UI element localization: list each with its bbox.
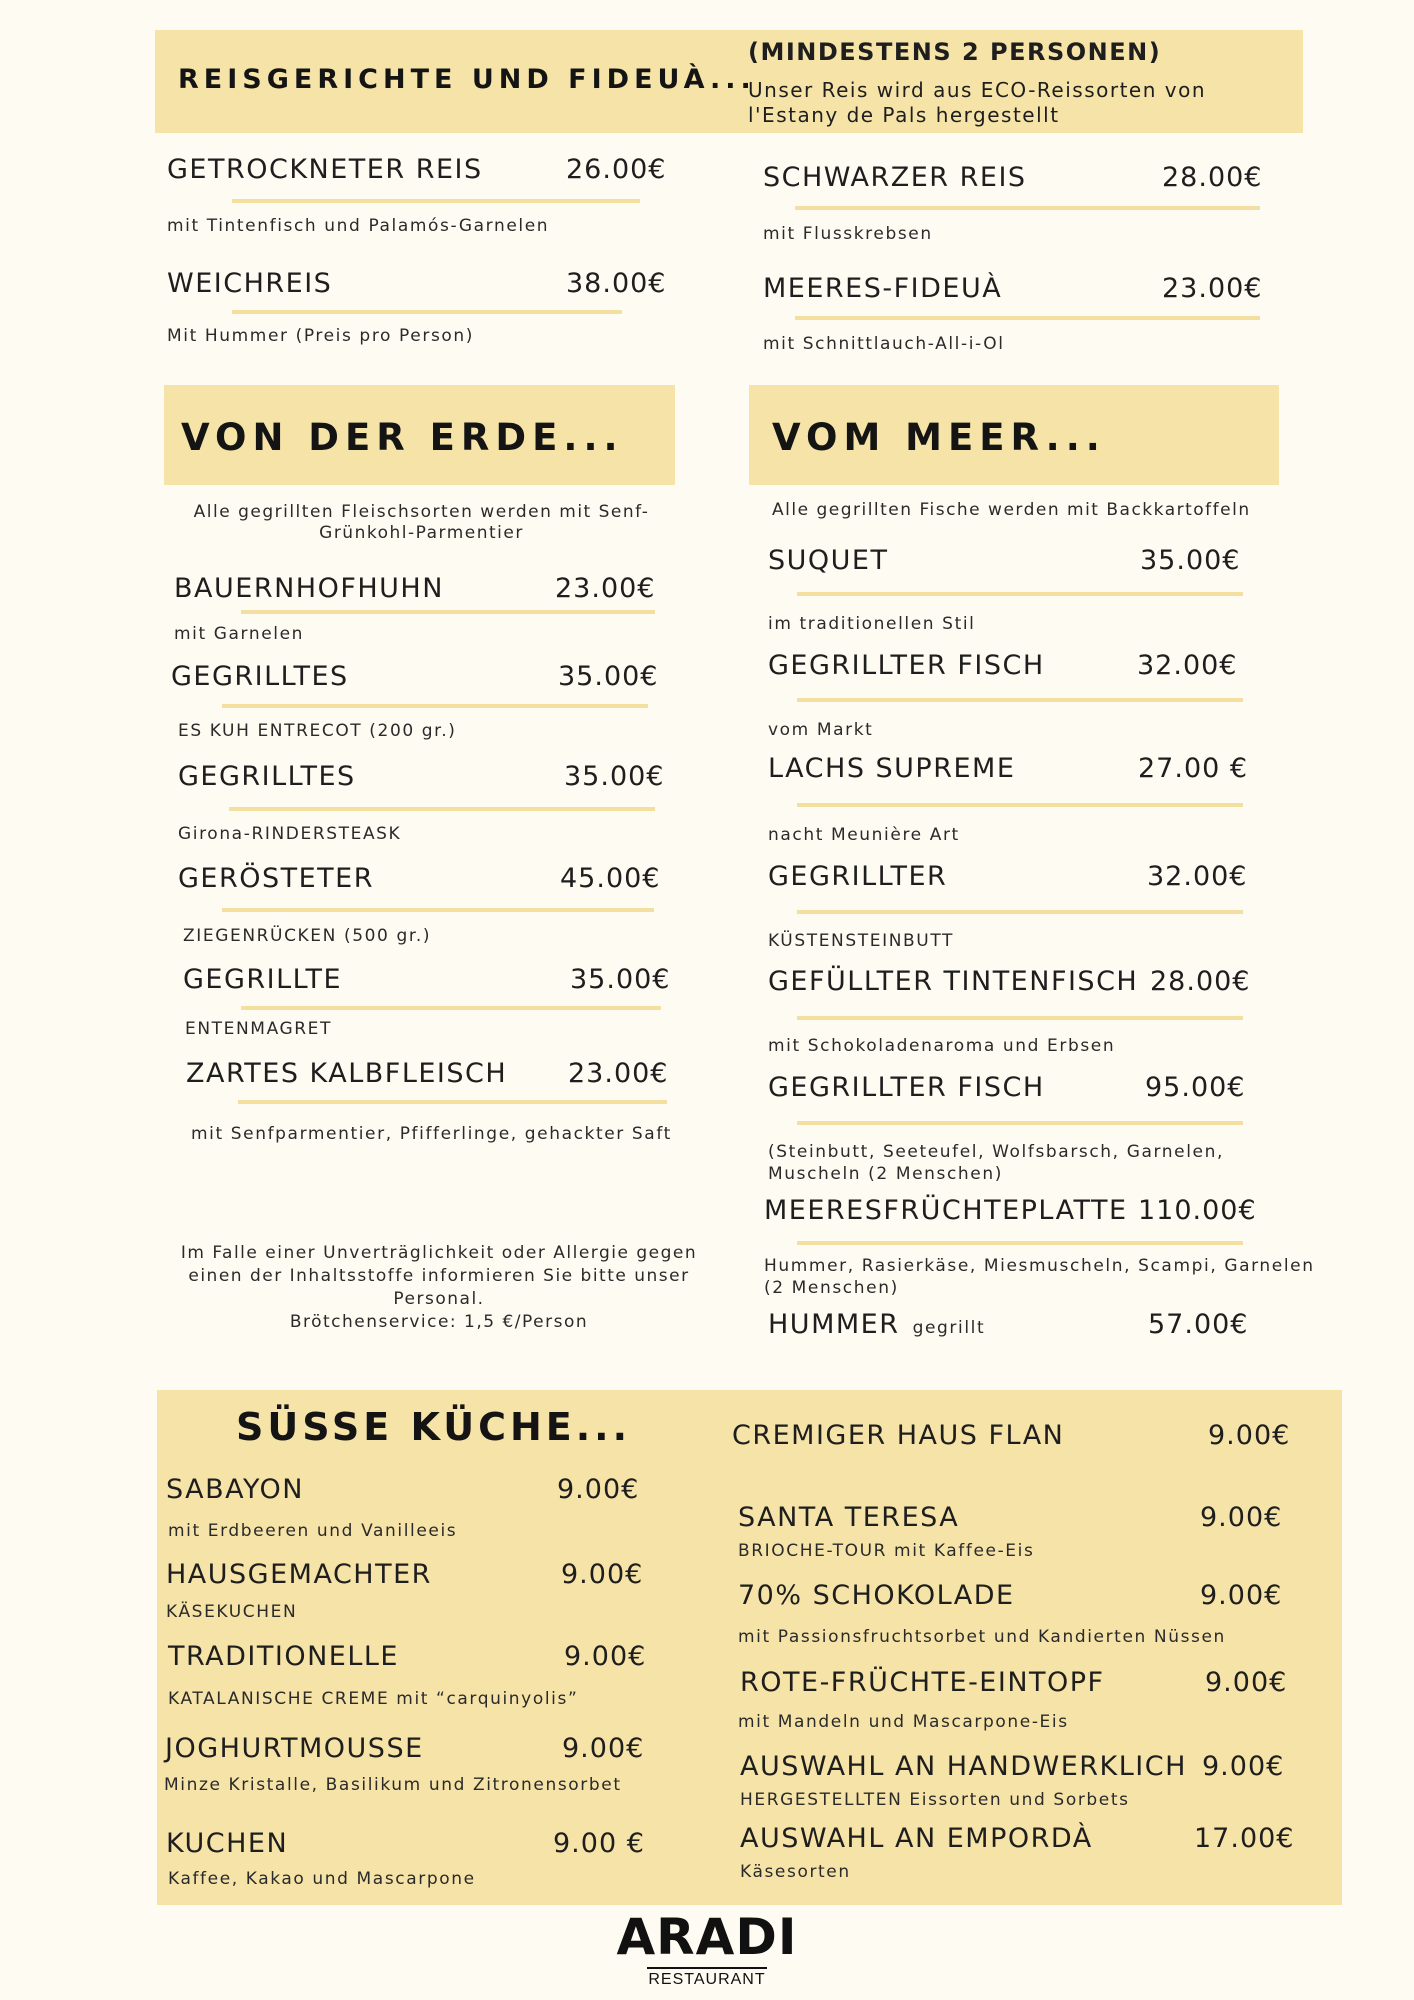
menu-item-name: MEERESFRÜCHTEPLATTE bbox=[764, 1195, 1128, 1226]
menu-item-price: 110.00€ bbox=[1138, 1195, 1257, 1226]
menu-item-desc: mit Passionsfruchtsorbet und Kandierten Nüssen bbox=[738, 1627, 1226, 1647]
menu-item-name: ZARTES KALBFLEISCH bbox=[186, 1058, 508, 1089]
menu-item-name: WEICHREIS bbox=[167, 268, 333, 299]
menu-item-desc: mit Senfparmentier, Pfifferlinge, gehackter Saft bbox=[191, 1124, 672, 1144]
menu-item-row-hummer bbox=[768, 1309, 985, 1340]
menu-item-desc: ES KUH ENTRECOT (200 gr.) bbox=[178, 721, 457, 741]
menu-item-desc: mit Mandeln und Mascarpone-Eis bbox=[738, 1712, 1069, 1732]
menu-item-name: SUQUET bbox=[768, 545, 889, 576]
menu-item-desc: mit Schnittlauch-All-i-Ol bbox=[763, 334, 1005, 354]
rice-eco-note-line1: Unser Reis wird aus ECO-Reissorten von bbox=[748, 78, 1207, 102]
menu-item-name: TRADITIONELLE bbox=[168, 1641, 399, 1672]
menu-item-desc: KÜSTENSTEINBUTT bbox=[768, 931, 954, 951]
menu-item-price: 23.00€ bbox=[568, 1058, 669, 1089]
menu-item-desc: ZIEGENRÜCKEN (500 gr.) bbox=[183, 926, 432, 946]
divider bbox=[797, 910, 1243, 914]
restaurant-logo bbox=[607, 1910, 807, 1989]
sea-section-title: VOM MEER... bbox=[772, 416, 1106, 459]
menu-item-name: GETROCKNETER REIS bbox=[167, 154, 483, 185]
allergy-notice bbox=[168, 1242, 710, 1334]
menu-item-desc: KÄSEKUCHEN bbox=[166, 1602, 298, 1622]
menu-item-price: 26.00€ bbox=[566, 154, 667, 185]
menu-item-name: KUCHEN bbox=[166, 1828, 289, 1859]
divider bbox=[241, 1006, 661, 1010]
menu-item-price: 9.00€ bbox=[1200, 1580, 1283, 1611]
earth-intro-line1: Alle gegrillten Fleischsorten werden mit Senf- bbox=[193, 502, 650, 522]
menu-item-name: GEGRILLTES bbox=[171, 661, 349, 692]
menu-item-desc: gegrillt bbox=[912, 1318, 986, 1338]
menu-item-name: GERÖSTETER bbox=[178, 863, 374, 894]
menu-item-name: SCHWARZER REIS bbox=[763, 162, 1027, 193]
menu-item-price: 28.00€ bbox=[1162, 162, 1263, 193]
rice-minimum-note: (MINDESTENS 2 PERSONEN) bbox=[748, 38, 1162, 66]
menu-item-name: GEGRILLTER bbox=[768, 861, 948, 892]
menu-item-desc: HERGESTELLTEN Eissorten und Sorbets bbox=[740, 1790, 1130, 1810]
divider bbox=[232, 199, 640, 203]
divider bbox=[797, 1241, 1243, 1245]
menu-item-desc: Minze Kristalle, Basilikum und Zitronensorbet bbox=[164, 1775, 622, 1795]
menu-item-name: SANTA TERESA bbox=[738, 1502, 960, 1533]
earth-section-title: VON DER ERDE... bbox=[181, 416, 624, 459]
divider bbox=[238, 1100, 667, 1104]
menu-item-price: 9.00€ bbox=[561, 1559, 644, 1590]
menu-item-price: 27.00 € bbox=[1138, 753, 1249, 784]
menu-item-name: GEGRILLTER FISCH bbox=[768, 650, 1045, 681]
menu-item-name: MEERES-FIDEUÀ bbox=[763, 273, 1003, 304]
menu-item-price: 9.00€ bbox=[562, 1733, 645, 1764]
logo-subtitle: RESTAURANT bbox=[648, 1971, 766, 1988]
divider bbox=[797, 1016, 1243, 1020]
menu-item-price: 35.00€ bbox=[570, 964, 671, 995]
menu-item-name: AUSWAHL AN HANDWERKLICH bbox=[740, 1751, 1187, 1782]
menu-item-desc: (2 Menschen) bbox=[764, 1278, 899, 1298]
menu-item-price: 38.00€ bbox=[566, 268, 667, 299]
menu-item-name: GEGRILLTE bbox=[183, 964, 343, 995]
allergy-notice-line3: Personal. bbox=[393, 1289, 485, 1309]
menu-item-desc: BRIOCHE-TOUR mit Kaffee-Eis bbox=[738, 1541, 1035, 1561]
allergy-notice-line2: einen der Inhaltsstoffe informieren Sie bitte unser bbox=[188, 1266, 690, 1286]
sea-intro: Alle gegrillten Fische werden mit Backkartoffeln bbox=[772, 500, 1251, 520]
menu-item-price: 45.00€ bbox=[560, 863, 661, 894]
menu-item-price: 9.00€ bbox=[1200, 1502, 1283, 1533]
rice-eco-note-line2: l'Estany de Pals hergestellt bbox=[748, 103, 1060, 127]
menu-item-name: LACHS SUPREME bbox=[768, 753, 1016, 784]
menu-item-desc: mit Flusskrebsen bbox=[763, 224, 933, 244]
divider bbox=[795, 206, 1260, 210]
menu-item-price: 32.00€ bbox=[1147, 861, 1248, 892]
menu-item-name: CREMIGER HAUS FLAN bbox=[732, 1420, 1065, 1451]
menu-item-price: 17.00€ bbox=[1194, 1823, 1295, 1854]
menu-item-name: AUSWAHL AN EMPORDÀ bbox=[740, 1823, 1093, 1854]
menu-item-desc: Hummer, Rasierkäse, Miesmuscheln, Scampi, Garnelen bbox=[764, 1256, 1315, 1276]
menu-item-desc: (Steinbutt, Seeteufel, Wolfsbarsch, Garnelen, bbox=[768, 1142, 1224, 1162]
bread-service-note: Brötchenservice: 1,5 €/Person bbox=[289, 1312, 589, 1332]
logo-brand: ARADI bbox=[616, 1908, 798, 1966]
divider bbox=[797, 592, 1243, 596]
menu-item-price: 35.00€ bbox=[564, 761, 665, 792]
menu-item-name: JOGHURTMOUSSE bbox=[165, 1733, 424, 1764]
menu-item-desc: mit Garnelen bbox=[174, 624, 305, 644]
menu-item-name: BAUERNHOFHUHN bbox=[174, 573, 444, 604]
logo-divider bbox=[647, 1967, 767, 1969]
menu-item-price: 9.00€ bbox=[557, 1474, 640, 1505]
divider bbox=[232, 310, 622, 314]
menu-item-price: 23.00€ bbox=[555, 573, 656, 604]
menu-item-price: 95.00€ bbox=[1145, 1072, 1246, 1103]
menu-item-name: HAUSGEMACHTER bbox=[166, 1559, 432, 1590]
divider bbox=[797, 1121, 1243, 1125]
divider bbox=[222, 704, 648, 708]
divider bbox=[241, 610, 655, 614]
menu-item-price: 9.00€ bbox=[1205, 1667, 1288, 1698]
menu-item-price: 9.00€ bbox=[1208, 1420, 1291, 1451]
menu-item-desc: Mit Hummer (Preis pro Person) bbox=[167, 326, 475, 346]
menu-item-price: 9.00€ bbox=[1202, 1751, 1285, 1782]
menu-item-price: 23.00€ bbox=[1162, 273, 1263, 304]
divider bbox=[795, 316, 1260, 320]
menu-item-name: GEGRILLTER FISCH bbox=[768, 1072, 1045, 1103]
menu-item-desc: nacht Meunière Art bbox=[768, 825, 960, 845]
menu-item-price: 32.00€ bbox=[1137, 650, 1238, 681]
menu-item-desc: mit Schokoladenaroma und Erbsen bbox=[768, 1036, 1116, 1056]
menu-item-price: 57.00€ bbox=[1148, 1309, 1249, 1340]
menu-item-price: 35.00€ bbox=[1140, 545, 1241, 576]
menu-item-desc: ENTENMAGRET bbox=[185, 1019, 333, 1039]
divider bbox=[229, 807, 655, 811]
menu-item-price: 35.00€ bbox=[558, 661, 659, 692]
allergy-notice-line1: Im Falle einer Unverträglichkeit oder Allergie gegen bbox=[180, 1243, 698, 1263]
earth-intro bbox=[168, 502, 675, 544]
rice-section-title: REISGERICHTE UND FIDEUÀ... bbox=[178, 64, 756, 95]
sweet-section-title: SÜSSE KÜCHE... bbox=[236, 1405, 632, 1449]
menu-item-desc: KATALANISCHE CREME mit “carquinyolis” bbox=[168, 1689, 579, 1709]
menu-item-price: 9.00€ bbox=[564, 1641, 647, 1672]
menu-item-desc: im traditionellen Stil bbox=[768, 614, 976, 634]
menu-item-desc: Käsesorten bbox=[740, 1862, 851, 1882]
divider bbox=[797, 698, 1243, 702]
menu-item-desc: mit Erdbeeren und Vanilleeis bbox=[168, 1521, 458, 1541]
menu-item-desc: Kaffee, Kakao und Mascarpone bbox=[168, 1869, 476, 1889]
menu-item-price: 9.00 € bbox=[553, 1828, 645, 1859]
divider bbox=[222, 908, 654, 912]
earth-intro-line2: Grünkohl-Parmentier bbox=[319, 523, 524, 543]
menu-item-desc: Muscheln (2 Menschen) bbox=[768, 1164, 1003, 1184]
menu-item-desc: mit Tintenfisch und Palamós-Garnelen bbox=[167, 216, 550, 236]
menu-item-desc: Girona-RINDERSTEASK bbox=[178, 824, 402, 844]
divider bbox=[797, 803, 1243, 807]
menu-item-name: SABAYON bbox=[166, 1474, 304, 1505]
menu-item-name: HUMMER bbox=[768, 1309, 900, 1340]
menu-item-name: 70% SCHOKOLADE bbox=[738, 1580, 1015, 1611]
menu-item-name: GEGRILLTES bbox=[178, 761, 356, 792]
menu-item-price: 28.00€ bbox=[1150, 966, 1251, 997]
menu-item-name: ROTE-FRÜCHTE-EINTOPF bbox=[740, 1667, 1105, 1698]
menu-item-desc: vom Markt bbox=[768, 720, 874, 740]
menu-item-name: GEFÜLLTER TINTENFISCH bbox=[768, 966, 1139, 997]
